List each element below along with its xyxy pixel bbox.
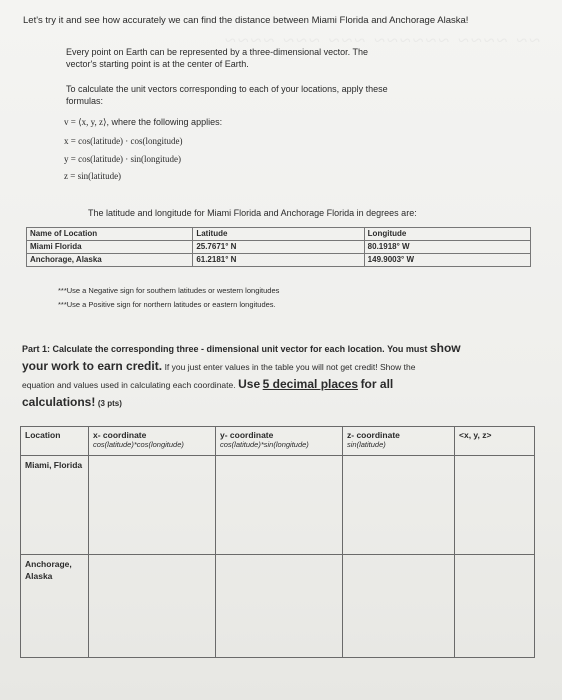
header-latitude: Latitude: [193, 228, 364, 241]
part1-instructions: [22, 340, 532, 412]
anchorage-y-cell[interactable]: [216, 555, 343, 658]
note-negative: ***Use a Negative sign for southern latitudes or western longitudes: [58, 286, 280, 295]
miami-xyz-cell[interactable]: [455, 456, 535, 555]
anchorage-name: Anchorage, Alaska: [27, 254, 193, 267]
y-formula: y = cos(latitude) · sin(longitude): [64, 154, 182, 164]
work-header-row: [21, 427, 535, 456]
header-location: Location: [21, 427, 89, 456]
unit-vector-table: [20, 426, 535, 658]
rest1-text: If you just enter values in the table you will not get credit! Show the: [164, 362, 416, 372]
header-location: Name of Location: [27, 228, 193, 241]
use-text: Use: [238, 377, 261, 391]
coords-caption: The latitude and longitude for Miami Florida and Anchorage Florida in degrees are:: [88, 208, 417, 218]
z-formula: z = sin(latitude): [64, 171, 122, 181]
vector-explanation: Every point on Earth can be represented by a three-dimensional vector. The vector's starting point is at the center of Earth.: [66, 47, 369, 69]
row-label-anchorage: Anchorage, Alaska: [21, 555, 89, 658]
bleed-through-text: ~~ ~~~~ ~~~~~~ ~~~ ~~~ ~~~~: [222, 30, 540, 52]
part1-lead: Part 1: Calculate the corresponding three - dimensional unit vector for each location.: [22, 344, 385, 354]
table-row-miami: [21, 456, 535, 555]
x-formula: x = cos(latitude) · cos(longitude): [64, 136, 183, 146]
vector-formula: v = ⟨x, y, z⟩: [64, 117, 107, 127]
miami-longitude: 80.1918° W: [364, 241, 530, 254]
points-text: (3 pts): [97, 399, 122, 408]
miami-x-cell[interactable]: [89, 456, 216, 555]
table-row: [27, 254, 531, 267]
note-positive: ***Use a Positive sign for northern latitudes or eastern longitudes.: [58, 300, 276, 309]
must-text: You must: [387, 344, 428, 354]
miami-name: Miami Florida: [27, 241, 193, 254]
formula-instructions: To calculate the unit vectors corresponding to each of your locations, apply these formulas:: [66, 84, 388, 106]
miami-z-cell[interactable]: [343, 456, 455, 555]
anchorage-latitude: 61.2181° N: [193, 254, 364, 267]
miami-y-cell[interactable]: [216, 456, 343, 555]
header-longitude: Longitude: [364, 228, 530, 241]
table-header-row: [27, 228, 531, 241]
anchorage-z-cell[interactable]: [343, 555, 455, 658]
anchorage-x-cell[interactable]: [89, 555, 216, 658]
coordinates-table: [26, 227, 531, 267]
show-text: show: [429, 341, 461, 355]
header-y: y- coordinate cos(latitude)*sin(longitude): [216, 427, 343, 456]
table-row-anchorage: [21, 555, 535, 658]
intro-text: Let's try it and see how accurately we can find the distance between Miami Florida and Anchorage Alaska!: [23, 15, 469, 26]
header-z: z- coordinate sin(latitude): [343, 427, 455, 456]
calcs-text: calculations!: [22, 395, 96, 409]
decimals-text: 5 decimal places: [262, 377, 359, 391]
vector-definition: [64, 117, 222, 128]
for-all-text: for all: [360, 377, 394, 391]
miami-latitude: 25.7671° N: [193, 241, 364, 254]
row-label-miami: Miami, Florida: [21, 456, 89, 555]
rest2-text: equation and values used in calculating each coordinate.: [22, 380, 236, 390]
anchorage-xyz-cell[interactable]: [455, 555, 535, 658]
anchorage-longitude: 149.9003° W: [364, 254, 530, 267]
header-xyz: <x, y, z>: [455, 427, 535, 456]
table-row: [27, 241, 531, 254]
where-text: , where the following applies:: [106, 117, 223, 127]
work-text: your work to earn credit.: [22, 359, 163, 373]
header-x: x- coordinate cos(latitude)*cos(longitude): [89, 427, 216, 456]
